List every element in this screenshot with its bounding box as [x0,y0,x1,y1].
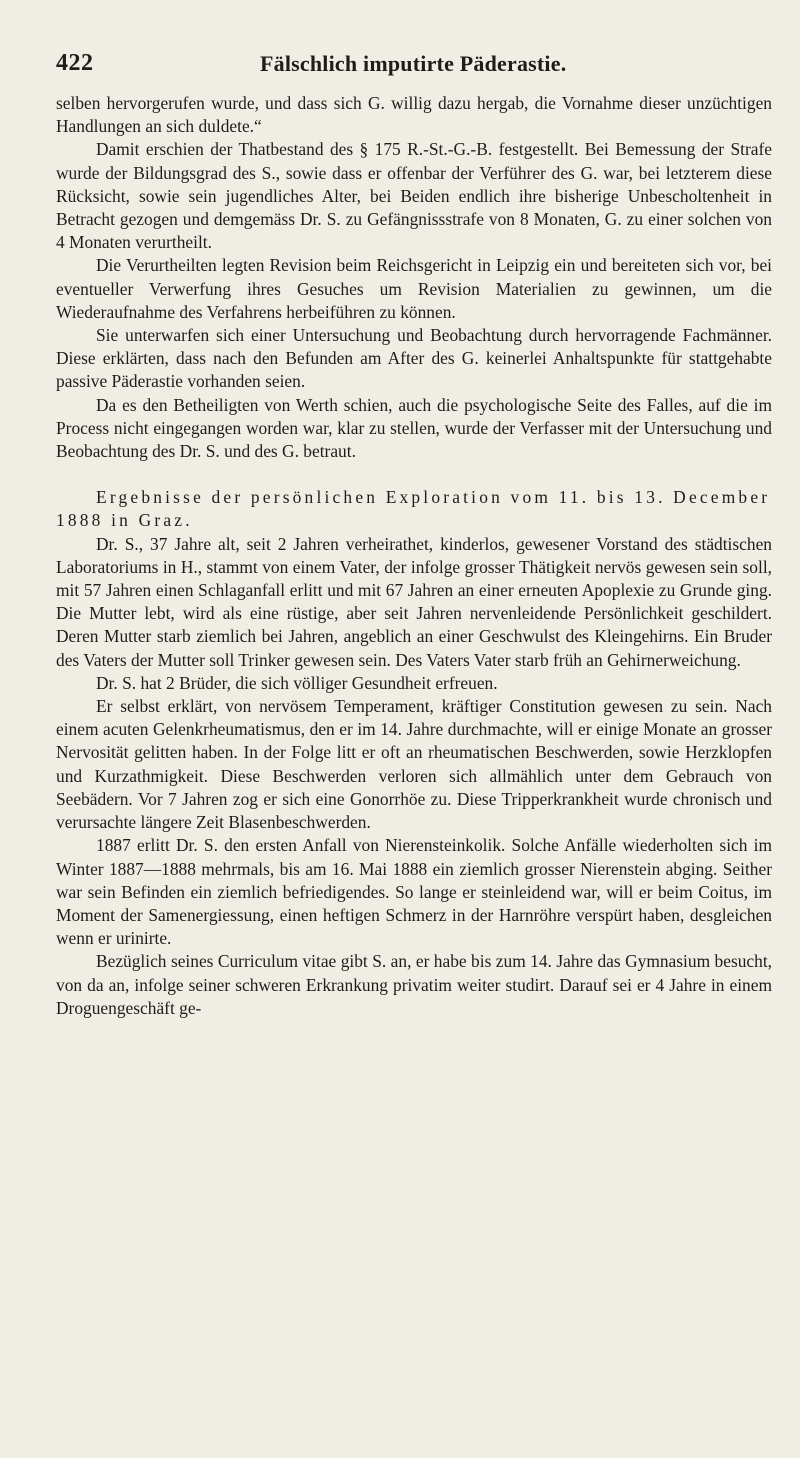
body-text [56,92,772,1020]
paragraph: Die Verurtheilten legten Revision beim Reichsgericht in Leipzig ein und bereiteten sich vor, bei eventueller Verwerfung ihres Gesuches um Revision Materialien zu gewinnen, um die Wiederaufnahme des Verfahrens herbeiführen zu können. [56,255,772,322]
paragraph: Damit erschien der Thatbestand des § 175 R.-St.-G.-B. festgestellt. Bei Bemessung der Strafe wurde der Bildungsgrad des S., sowie dass er offenbar der Verführer des G. war, bei letzterem diese Rücksicht, sowie sein jugendliches Alter, bei Beiden endlich ihre bisherige Unbescholtenheit in Betracht gezogen und demgemäss Dr. S. zu Gefängnissstrafe von 8 Monaten, G. zu einer solchen von 4 Monaten verurtheilt. [56,139,772,253]
running-title: Fälschlich imputirte Päderastie. [260,51,567,76]
paragraph: 1887 erlitt Dr. S. den ersten Anfall von Nierensteinkolik. Solche Anfälle wiederholten sich im Winter 1887—1888 mehrmals, bis am 16. Mai 1888 ein ziemlich grosser Nierenstein abging. Seither war sein Befinden ein ziemlich befriedigendes. So lange er steinleidend war, will er beim Coitus, im Moment der Samenergiessung, einen heftigen Schmerz in der Harnröhre verspürt haben, desgleichen wenn er urinirte. [56,835,772,949]
paragraph: Sie unterwarfen sich einer Untersuchung und Beobachtung durch hervorragende Fachmänner. Diese erklärten, dass nach den Befunden am After des G. keinerlei Anhaltspunkte für stattgehabte passive Päderastie vorhanden seien. [56,325,772,392]
page-header [56,50,776,80]
page-number: 422 [56,50,94,76]
paragraph: Bezüglich seines Curriculum vitae gibt S. an, er habe bis zum 14. Jahre das Gymnasium besucht, von da an, infolge seiner schweren Erkrankung privatim weiter studirt. Darauf sei er 4 Jahre in einem Droguengeschäft ge- [56,951,772,1018]
paragraph: selben hervorgerufen wurde, und dass sich G. willig dazu hergab, die Vornahme dieser unzüchtigen Handlungen an sich duldete.“ [56,93,772,137]
section-heading: Ergebnisse der persönlichen Exploration vom 11. bis 13. December 1888 in Graz. [56,487,771,531]
paragraph: Dr. S. hat 2 Brüder, die sich völliger Gesundheit erfreuen. [96,672,498,693]
paragraph: Er selbst erklärt, von nervösem Temperament, kräftiger Constitution gewesen zu sein. Nach einem acuten Gelenkrheumatismus, den er im 14. Jahre durchmachte, will er einige Monate an grosser Nervosität gelitten haben. In der Folge litt er oft an rheumatischen Beschwerden, sowie Herzklopfen und Kurzathmigkeit. Diese Beschwerden verloren sich allmählich unter dem Gebrauch von Seebädern. Vor 7 Jahren zog er sich eine Gonorrhöe zu. Diese Tripperkrankheit wurde chronisch und verursachte längere Zeit Blasenbeschwerden. [56,696,772,833]
paragraph: Dr. S., 37 Jahre alt, seit 2 Jahren verheirathet, kinderlos, gewesener Vorstand des städtischen Laboratoriums in H., stammt von einem Vater, der infolge grosser Thätigkeit nervös gewesen sein soll, mit 57 Jahren einen Schlaganfall erlitt und mit 67 Jahren an einer erneuten Apoplexie zu Grunde ging. Die Mutter lebt, wird als eine rüstige, aber seit Jahren nervenleidende Persönlichkeit geschildert. Deren Mutter starb ziemlich bei Jahren, angeblich an einer Geschwulst des Kleingehirns. Ein Bruder des Vaters der Mutter soll Trinker gewesen sein. Des Vaters Vater starb früh an Gehirnerweichung. [56,533,772,670]
paragraph: Da es den Betheiligten von Werth schien, auch die psychologische Seite des Falles, auf die im Process nicht eingegangen worden war, klar zu stellen, wurde der Verfasser mit der Untersuchung und Beobachtung des Dr. S. und des G. betraut. [56,394,772,462]
